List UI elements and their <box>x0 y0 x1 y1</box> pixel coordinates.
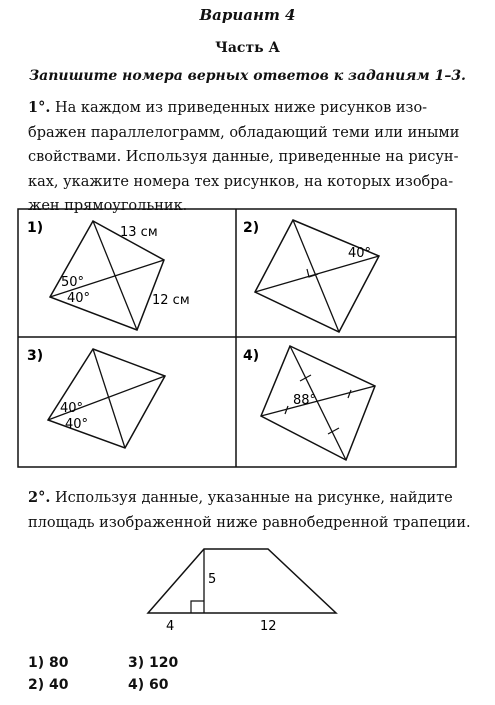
task1-line-4: ках, укажите номера тех рисунков, на которых изобра- <box>28 173 454 190</box>
task2-line-1: Используя данные, указанные на рисунке, найдите <box>55 490 453 506</box>
figure-1 <box>27 220 190 330</box>
figure-3 <box>27 348 165 448</box>
trapezoid-left-segment: 4 <box>166 619 175 634</box>
figure-1-angle-50: 50° <box>61 275 85 290</box>
task1-line-5: жен прямоугольник. <box>28 198 188 214</box>
task1-line-1: На каждом из приведенных ниже рисунков изо- <box>55 100 428 116</box>
variant-title: Вариант 4 <box>199 6 296 24</box>
task1-number: 1°. <box>28 99 51 116</box>
figure-4-angle-88: 88° <box>293 393 317 408</box>
answer-3: 3) 120 <box>128 655 179 671</box>
figure-2-angle-40: 40° <box>348 246 372 261</box>
figure-1-side-13: 13 см <box>120 225 158 240</box>
figure-2 <box>243 220 379 332</box>
task2-line-2: площадь изображенной ниже равнобедренной трапеции. <box>28 514 471 531</box>
figure-4-label: 4) <box>243 348 260 364</box>
task1-figures-grid <box>17 208 457 468</box>
answer-1: 1) 80 <box>28 655 69 671</box>
answer-2: 2) 40 <box>28 677 69 693</box>
figure-3-angle-40-top: 40° <box>60 401 84 416</box>
task2-text <box>28 486 470 535</box>
task2-number: 2°. <box>28 489 51 506</box>
figure-1-side-12: 12 см <box>152 293 190 308</box>
task1-text <box>28 96 470 219</box>
figure-2-label: 2) <box>243 220 260 236</box>
task1-line-2: бражен параллелограмм, обладающий теми или иными <box>28 124 460 141</box>
part-title: Часть А <box>215 40 280 56</box>
figure-1-angle-40: 40° <box>67 291 91 306</box>
instruction: Запишите номера верных ответов к заданиям 1–3. <box>29 68 466 84</box>
trapezoid-height-label: 5 <box>208 572 217 587</box>
trapezoid-right-segment: 12 <box>260 619 277 634</box>
figure-4 <box>243 346 375 460</box>
figure-3-angle-40-bottom: 40° <box>65 417 89 432</box>
figure-1-label: 1) <box>27 220 44 236</box>
answer-4: 4) 60 <box>128 677 169 693</box>
trapezoid-figure <box>140 542 360 637</box>
figure-3-label: 3) <box>27 348 44 364</box>
task1-line-3: свойствами. Используя данные, приведенные на рисун- <box>28 149 459 165</box>
